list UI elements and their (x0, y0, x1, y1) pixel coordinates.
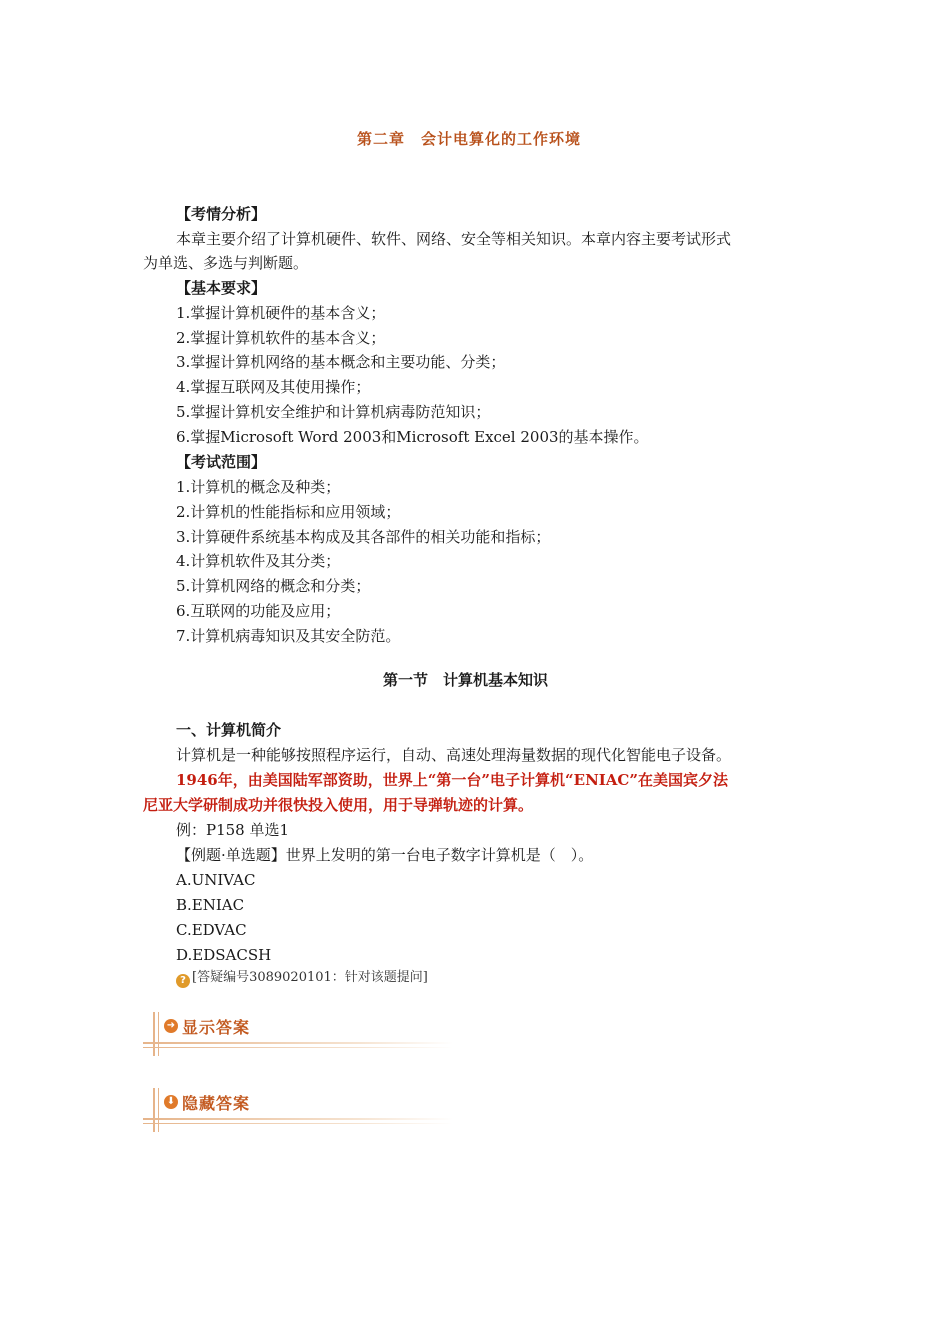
exam-scope-heading: 【考试范围】 (176, 453, 267, 471)
hide-answer-button[interactable] (143, 1088, 453, 1132)
requirement-item: 5.掌握计算机安全维护和计算机病毒防范知识； (176, 403, 491, 421)
question-link[interactable] (176, 966, 428, 988)
divider (153, 1012, 155, 1056)
chapter-title: 第二章 会计电算化的工作环境 (357, 130, 582, 148)
divider (158, 1012, 159, 1056)
question-mark-icon: ? (176, 974, 190, 988)
intro-highlight-line1: 1946年，由美国陆军部资助，世界上“第一台”电子计算机“ENIAC”在美国宾夕法 (176, 771, 729, 789)
example-question: 【例题·单选题】世界上发明的第一台电子数字计算机是（ ）。 (176, 846, 594, 864)
intro-definition: 计算机是一种能够按照程序运行，自动、高速处理海量数据的现代化智能电子设备。 (176, 746, 732, 764)
scope-item: 2.计算机的性能指标和应用领域； (176, 503, 401, 521)
intro-heading: 一、计算机简介 (176, 721, 282, 739)
intro-highlight-line2: 尼亚大学研制成功并很快投入使用，用于导弹轨迹的计算。 (143, 796, 534, 814)
section-title: 第一节 计算机基本知识 (383, 671, 549, 689)
exam-analysis-line1: 本章主要介绍了计算机硬件、软件、网络、安全等相关知识。本章内容主要考试形式 (176, 230, 732, 248)
divider (143, 1047, 453, 1048)
hide-answer-label: 隐藏答案 (182, 1094, 251, 1113)
requirement-item: 3.掌握计算机网络的基本概念和主要功能、分类； (176, 353, 506, 371)
divider (158, 1088, 159, 1132)
scope-item: 6.互联网的功能及应用； (176, 602, 341, 620)
scope-item: 7.计算机病毒知识及其安全防范。 (176, 627, 401, 645)
question-id-text: [答疑编号3089020101：针对该题提问] (192, 970, 428, 985)
requirement-item: 1.掌握计算机硬件的基本含义； (176, 304, 386, 322)
option-b: B.ENIAC (176, 896, 245, 914)
arrow-down-icon: ⬇ (164, 1095, 178, 1109)
scope-item: 3.计算硬件系统基本构成及其各部件的相关功能和指标； (176, 528, 551, 546)
divider (143, 1042, 453, 1044)
option-d: D.EDSACSH (176, 946, 272, 964)
scope-item: 1.计算机的概念及种类； (176, 478, 341, 496)
divider (143, 1118, 453, 1120)
option-c: C.EDVAC (176, 921, 247, 939)
example-ref: 例：P158 单选1 (176, 821, 290, 839)
requirement-item: 2.掌握计算机软件的基本含义； (176, 329, 386, 347)
divider (143, 1123, 453, 1124)
exam-analysis-line2: 为单选、多选与判断题。 (143, 254, 309, 272)
divider (153, 1088, 155, 1132)
option-a: A.UNIVAC (176, 871, 256, 889)
arrow-right-icon: ➜ (164, 1019, 178, 1033)
scope-item: 5.计算机网络的概念和分类； (176, 577, 371, 595)
scope-item: 4.计算机软件及其分类； (176, 552, 341, 570)
requirement-item: 4.掌握互联网及其使用操作； (176, 378, 371, 396)
basic-requirements-heading: 【基本要求】 (176, 279, 267, 297)
exam-analysis-heading: 【考情分析】 (176, 205, 267, 223)
show-answer-label: 显示答案 (182, 1018, 251, 1037)
show-answer-button[interactable] (143, 1012, 453, 1056)
requirement-item: 6.掌握Microsoft Word 2003和Microsoft Excel 2003的基本操作。 (176, 428, 649, 446)
